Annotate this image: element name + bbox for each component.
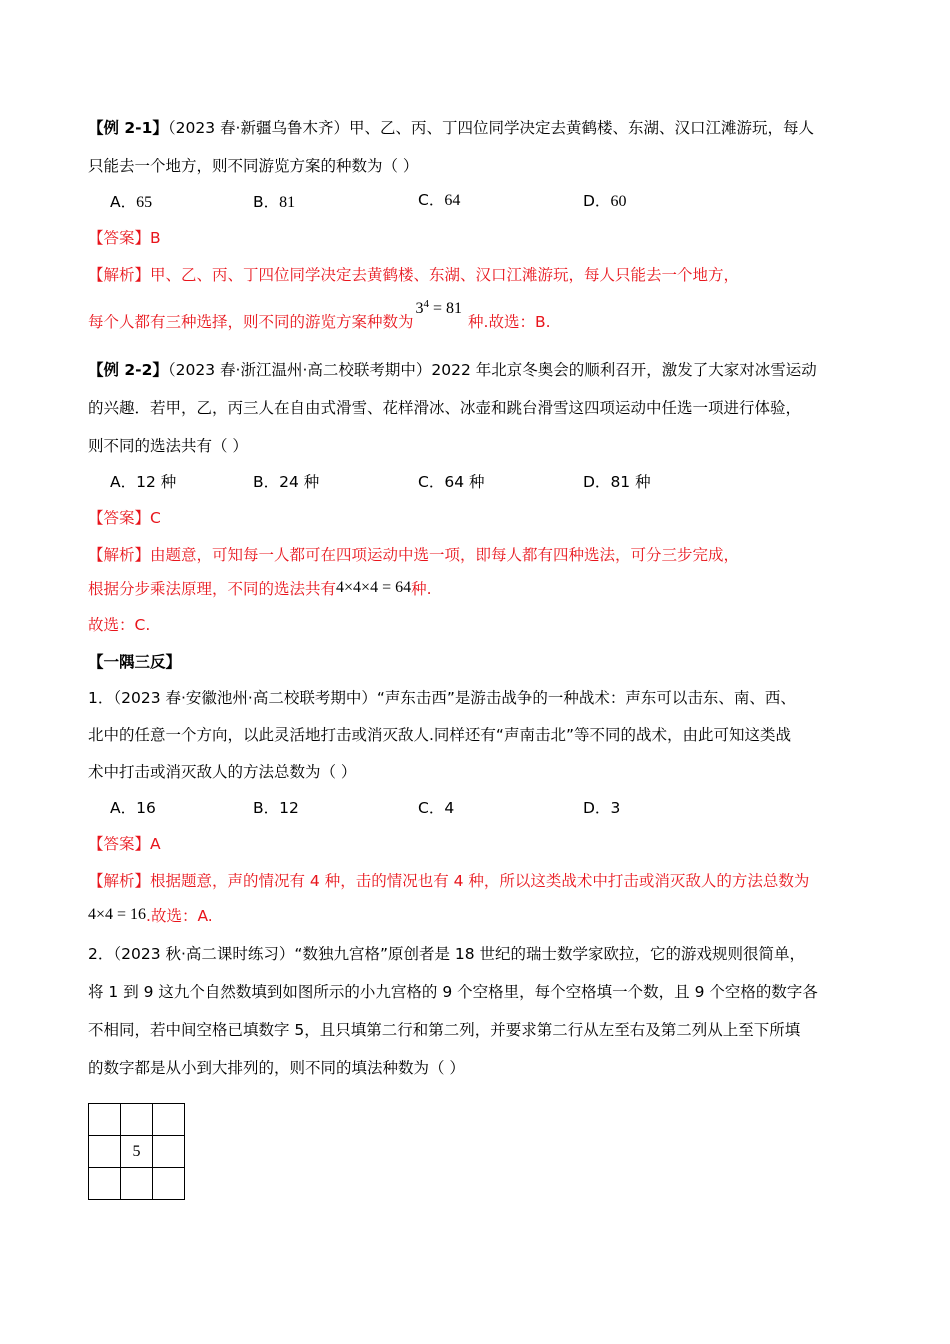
ex22-stem-line2: 的兴趣．若甲，乙，丙三人在自由式滑雪、花样滑冰、冰壶和跳台滑雪这四项运动中任选一项进行体验， [88, 399, 802, 417]
ex22-option-c: C．64 种 [418, 473, 485, 491]
grid-cell [121, 1104, 153, 1136]
q1-option-c: C．4 [418, 799, 455, 817]
ex22-analysis-line1: 【解析】由题意，可知每一人都可在四项运动中选一项，即每人都有四种选法，可分三步完成， [88, 546, 740, 564]
q1-answer: 【答案】A [88, 835, 161, 853]
ex22-answer: 【答案】C [88, 509, 161, 527]
q2-stem-line4: 的数字都是从小到大排列的，则不同的填法种数为（ ） [88, 1059, 465, 1077]
q2-stem-line1: 2．（2023 秋·高二课时练习）“数独九宫格”原创者是 18 世纪的瑞士数学家欧拉，它的游戏规则很简单， [88, 945, 806, 963]
q1-option-b: B．12 [253, 799, 299, 817]
ex22-tag: 【例 2-2】 [88, 361, 168, 379]
ex22-option-b: B．24 种 [253, 473, 320, 491]
grid-cell [89, 1136, 121, 1168]
ex22-analysis-line2: 根据分步乘法原理，不同的选法共有4×4×4 = 64种. [88, 579, 432, 598]
q1-stem-line1: 1．（2023 春·安徽池州·高二校联考期中）“声东击西”是游击战争的一种战术：声东可以击东、南、西、 [88, 689, 796, 707]
q2-stem-line2: 将 1 到 9 这九个自然数填到如图所示的小九宫格的 9 个空格里，每个空格填一个数，且 9 个空格的数字各 [88, 983, 818, 1001]
grid-cell [89, 1104, 121, 1136]
ex21-option-c: C．64 [418, 191, 461, 209]
sudoku-grid [88, 1103, 185, 1200]
q1-option-a: A．16 [110, 799, 156, 817]
q1-formula: 4×4 = 16 [88, 906, 147, 923]
grid-cell [121, 1168, 153, 1200]
ex21-analysis-line1: 【解析】甲、乙、丙、丁四位同学决定去黄鹤楼、东湖、汉口江滩游玩，每人只能去一个地方， [88, 266, 740, 284]
grid-cell [89, 1168, 121, 1200]
ex22-option-a: A．12 种 [110, 473, 177, 491]
q1-analysis-line1: 【解析】根据题意，声的情况有 4 种，击的情况也有 4 种，所以这类战术中打击或消灭敌人的方法总数为 [88, 872, 810, 890]
ex21-stem1: （2023 春·新疆乌鲁木齐）甲、乙、丙、丁四位同学决定去黄鹤楼、东湖、汉口江滩游玩，每人 [167, 119, 814, 137]
ex21-option-a: A．65 [110, 193, 153, 211]
ex22-option-d: D．81 种 [583, 473, 651, 491]
section-title: 【一隅三反】 [88, 653, 182, 671]
grid-cell-center: 5 [121, 1136, 153, 1168]
ex21-option-d: D．60 [583, 192, 627, 210]
grid-cell [153, 1136, 185, 1168]
ex21-answer: 【答案】B [88, 229, 161, 247]
ex21-formula: $3^4 = 81$ [415, 298, 463, 317]
ex21-stem-line2: 只能去一个地方，则不同游览方案的种数为（ ） [88, 157, 419, 175]
ex21-tag: 【例 2-1】 [88, 119, 168, 137]
ex22-stem1: （2023 春·浙江温州·高二校联考期中）2022 年北京冬奥会的顺利召开，激发了大家对冰雪运动 [167, 361, 817, 379]
ex22-stem-line1 [88, 360, 817, 380]
q1-stem-line2: 北中的任意一个方向，以此灵活地打击或消灭敌人.同样还有“声南击北”等不同的战术，由此可知这类战 [88, 726, 791, 744]
q1-analysis-line2: 4×4 = 16.故选：A. [88, 906, 213, 925]
q1-option-d: D．3 [583, 799, 621, 817]
q1-stem-line3: 术中打击或消灭敌人的方法总数为（ ） [88, 763, 357, 781]
ex22-stem-line3: 则不同的选法共有（ ） [88, 437, 248, 455]
ex21-option-b: B．81 [253, 193, 296, 211]
grid-cell [153, 1104, 185, 1136]
ex22-analysis-line3: 故选：C. [88, 616, 151, 634]
grid-cell [153, 1168, 185, 1200]
ex22-formula: 4×4×4 = 64 [336, 579, 412, 596]
ex21-analysis-line2: 每个人都有三种选择，则不同的游览方案种数为$3^4 = 81$种.故选：B. [88, 298, 551, 331]
q2-stem-line3: 不相同，若中间空格已填数字 5，且只填第二行和第二列，并要求第二行从左至右及第二列从上至下所填 [88, 1021, 801, 1039]
ex21-stem-line1 [88, 118, 814, 138]
